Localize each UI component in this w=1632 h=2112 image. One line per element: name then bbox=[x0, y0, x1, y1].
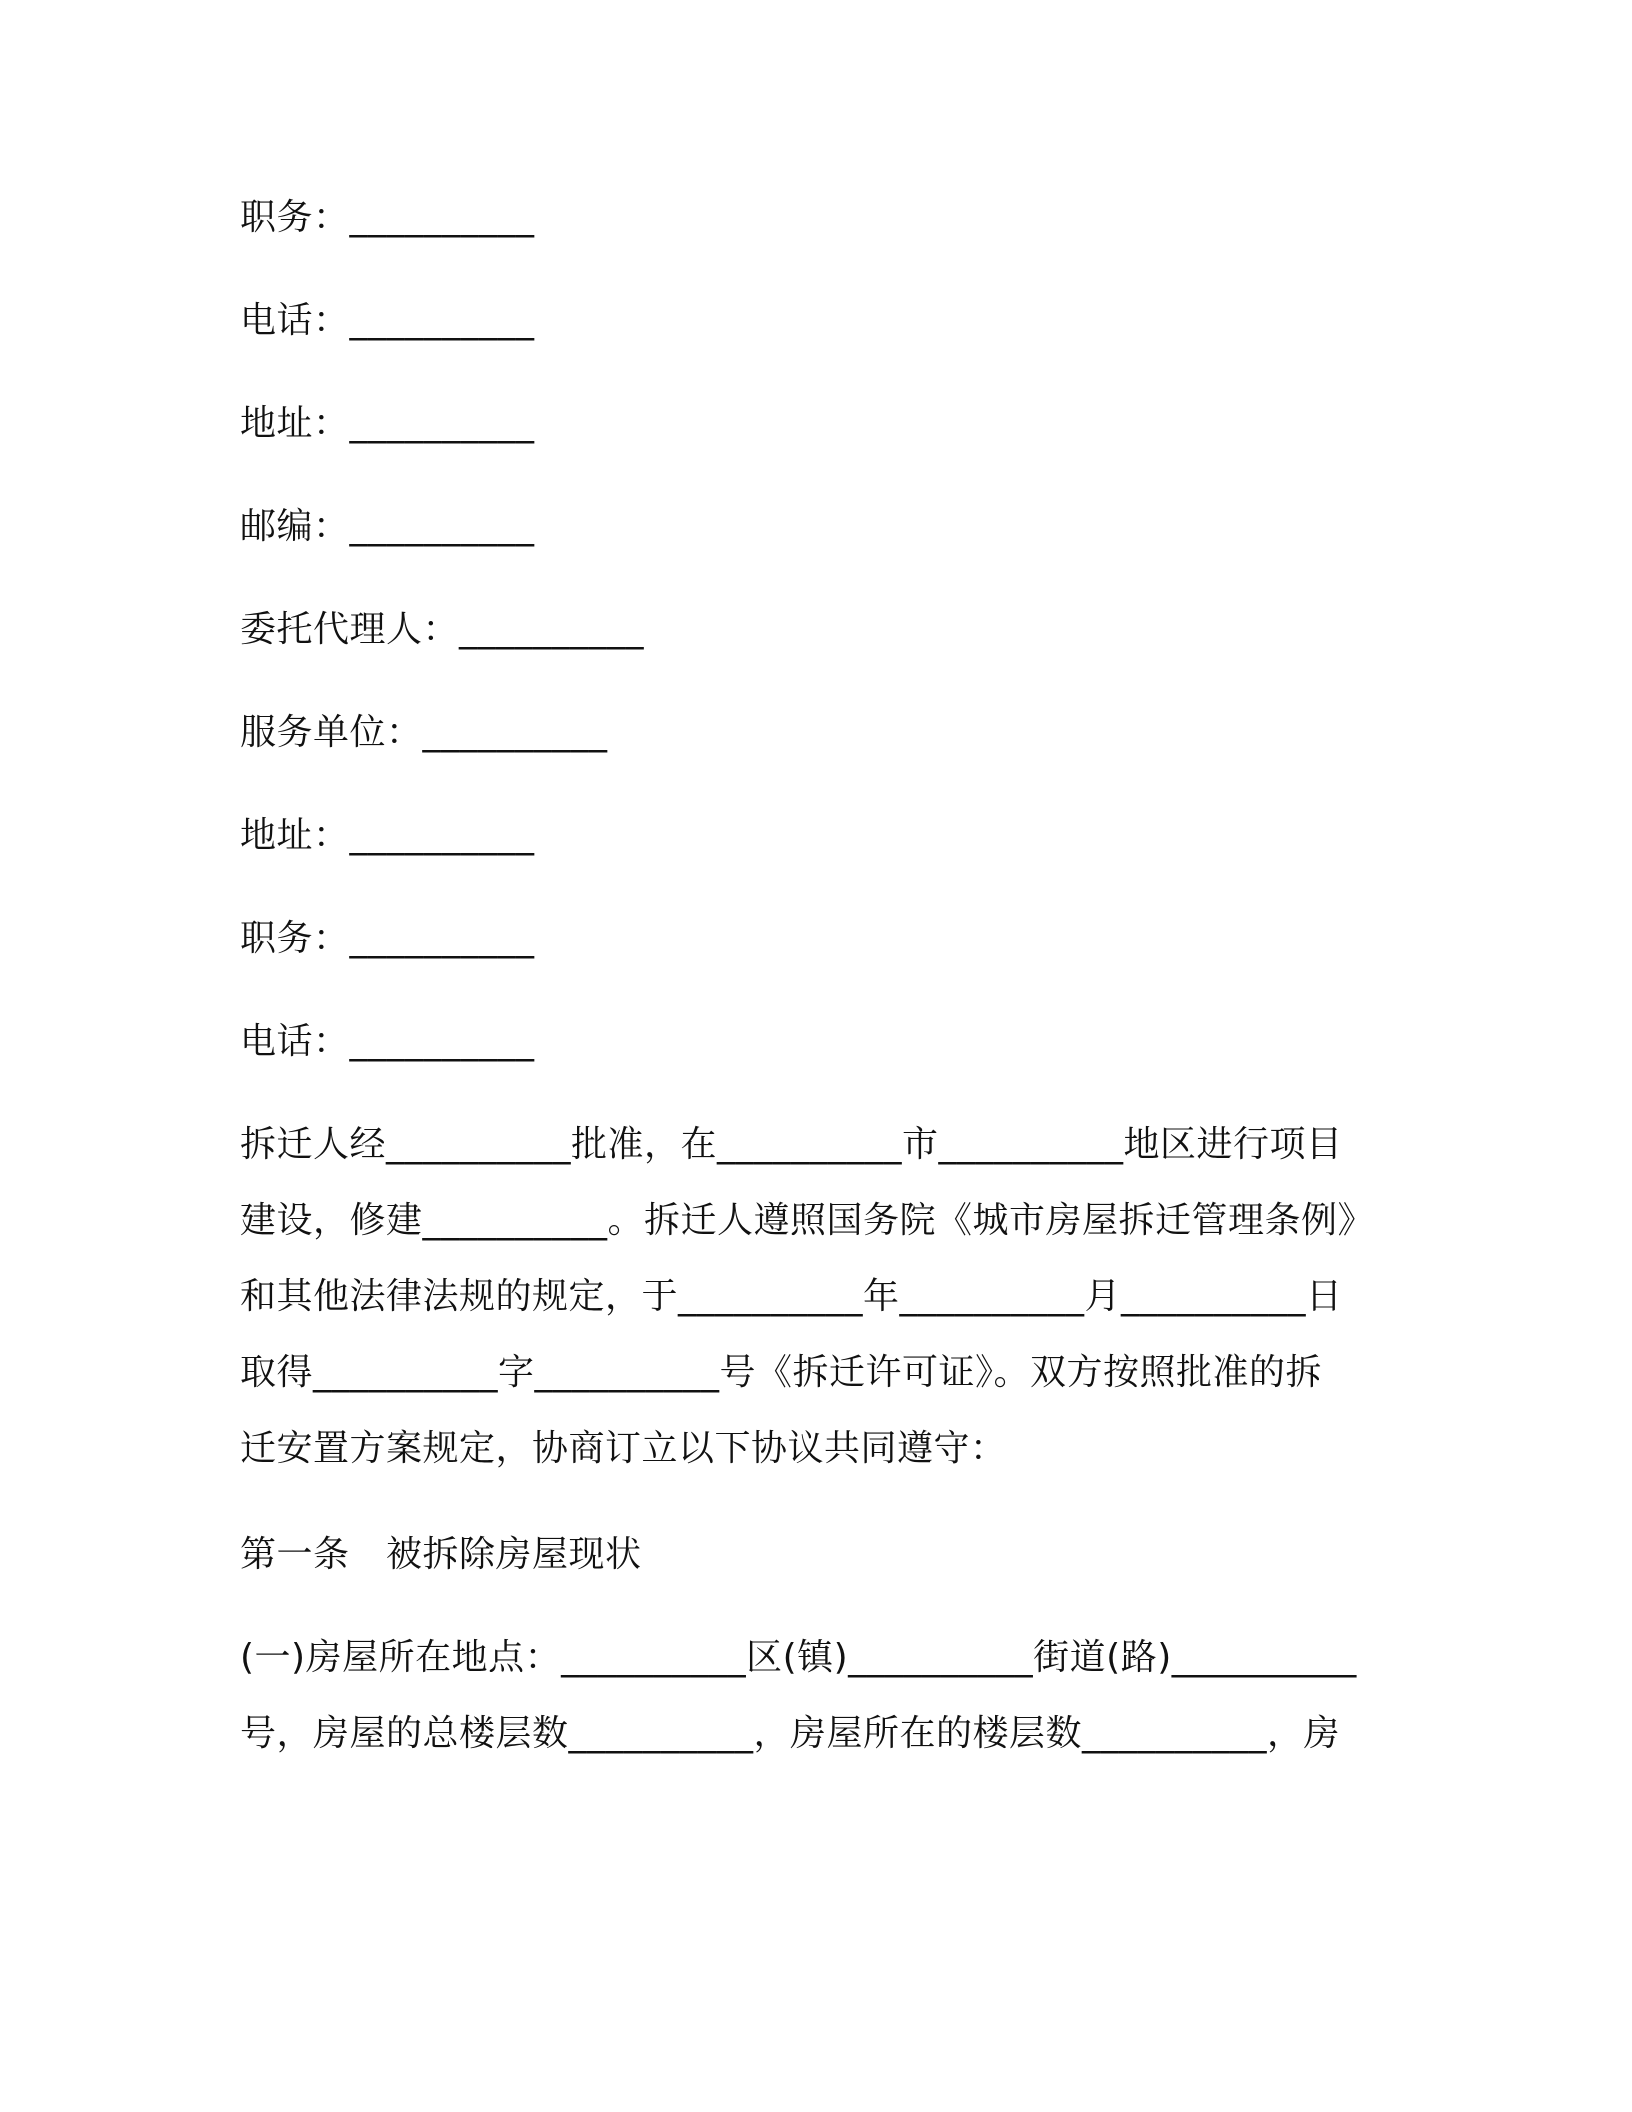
field-agent-position: 职务：__________ bbox=[240, 918, 535, 959]
article-line: 号，房屋的总楼层数__________，房屋所在的楼层数__________，房 bbox=[240, 1713, 1341, 1754]
field-agent-phone: 电话：__________ bbox=[240, 1021, 535, 1062]
field-postcode: 邮编：__________ bbox=[240, 506, 535, 547]
field-position: 职务：__________ bbox=[240, 197, 535, 238]
field-employer: 服务单位：__________ bbox=[240, 712, 608, 753]
paragraph-line: 拆迁人经__________批准，在__________市__________地区进行项目 bbox=[240, 1124, 1343, 1165]
field-address: 地址：__________ bbox=[240, 403, 535, 444]
article-line: (一)房屋所在地点：__________区(镇)__________街道(路)__________ bbox=[240, 1637, 1357, 1678]
paragraph-line: 迁安置方案规定，协商订立以下协议共同遵守： bbox=[240, 1428, 1007, 1469]
field-phone: 电话：__________ bbox=[240, 300, 535, 341]
field-agent-address: 地址：__________ bbox=[240, 815, 535, 856]
paragraph-line: 和其他法律法规的规定，于__________年__________月__________日 bbox=[240, 1276, 1343, 1317]
field-agent: 委托代理人：__________ bbox=[240, 609, 645, 650]
article-heading: 第一条 被拆除房屋现状 bbox=[240, 1534, 642, 1575]
paragraph-line: 取得__________字__________号《拆迁许可证》。双方按照批准的拆 bbox=[240, 1352, 1323, 1393]
paragraph-line: 建设，修建__________。拆迁人遵照国务院《城市房屋拆迁管理条例》 bbox=[240, 1200, 1375, 1241]
